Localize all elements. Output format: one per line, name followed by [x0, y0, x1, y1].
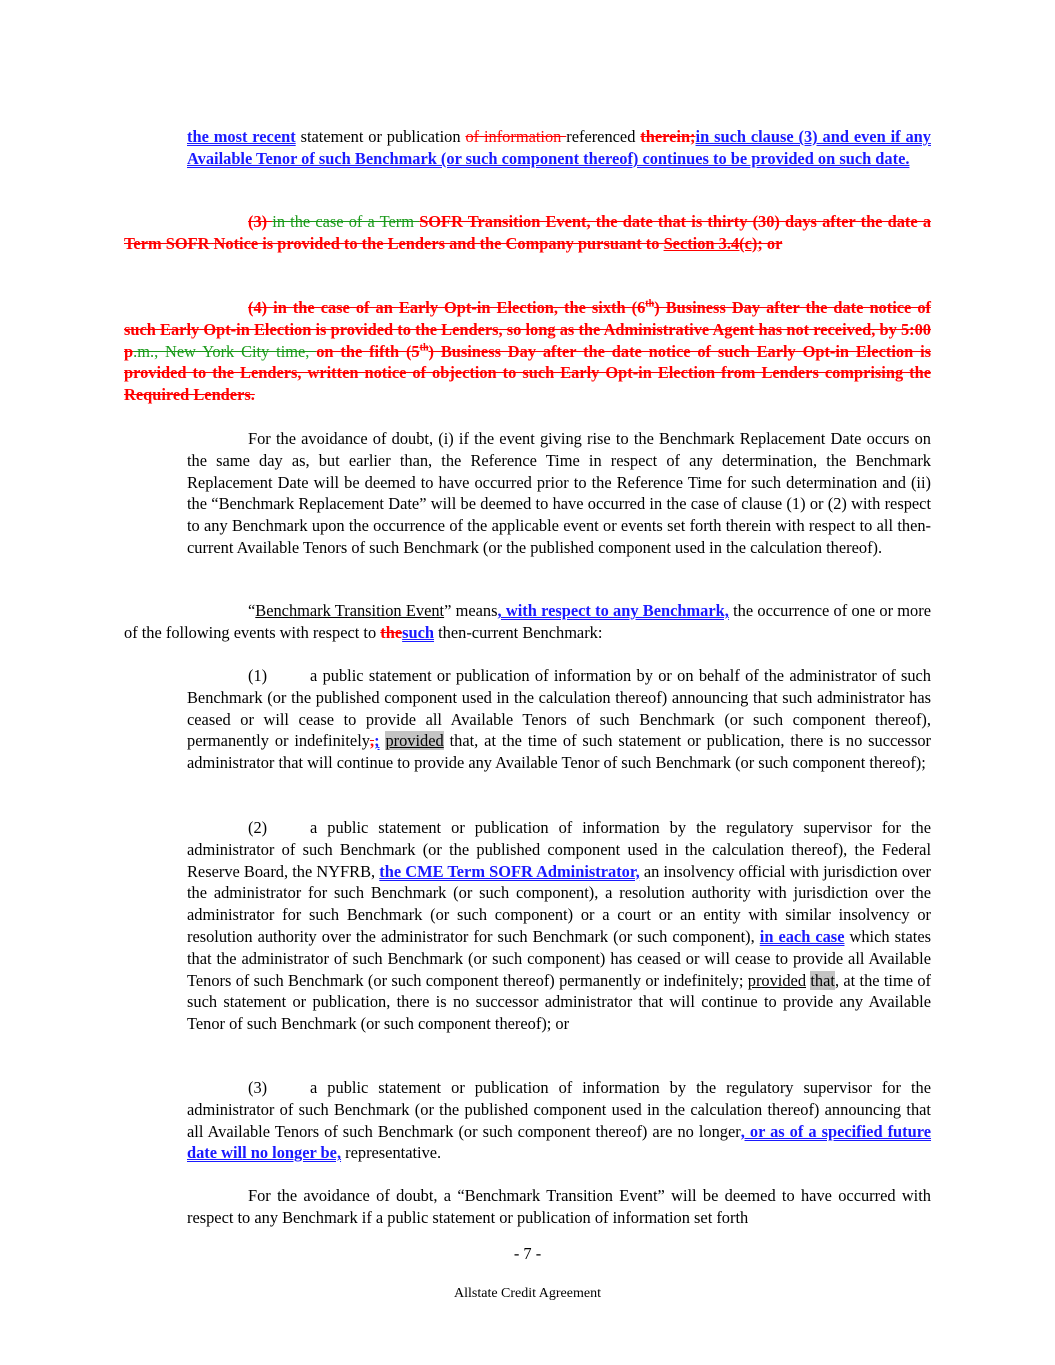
- page-number: - 7 -: [513, 1244, 542, 1263]
- clause-number: (3): [248, 1078, 268, 1097]
- paragraph-clause-4-deleted: (4) in the case of an Early Opt-in Election, the sixth (6th) Business Day after the date notice of such Early Opt-in Election is provided to the Lenders, so long as the Administrative Agent has not received, by 5:00 p.m., New York City time, on the fifth (5th) Business Day after the date notice of such Early Opt-in Election is provided to the Lenders, written notice of objection to such Early Opt-in Election from Lenders comprising the Required Lenders.: [124, 298, 931, 405]
- paragraph-continuation: the most recent statement or publication of information referenced therein;in such clause (3) and even if any Available Tenor of such Benchmark (or such component thereof) continues to be provided on such date.: [187, 127, 931, 168]
- paragraph-event-3: (3) a public statement or publication of information by the regulatory supervisor for the administrator of such Benchmark (or the published component used in the calculation thereof) announcing that all Available Tenors of such Benchmark (or such component thereof) are no longer, or as of a specified future date will no longer be, representative.: [187, 1078, 932, 1163]
- paragraph-avoidance-of-doubt-1: For the avoidance of doubt, (i) if the event giving rise to the Benchmark Replacement Date occurs on the same day as, but earlier than, the Reference Time in respect of any determination, the Benchmark Replacement Date will be deemed to have occurred prior to the Reference Time for such determination and (ii) the “Benchmark Replacement Date” will be deemed to have occurred in the case of clause (1) or (2) with respect to any Benchmark upon the occurrence of the applicable event or events set forth therein with respect to all then-current Available Tenors of such Benchmark (or the published component used in the calculation thereof).: [187, 429, 931, 557]
- paragraph-event-2: (2) a public statement or publication of information by the regulatory supervisor for the administrator of such Benchmark (or the published component used in the calculation thereof), the Federal Reserve Board, the NYFRB, the CME Term SOFR Administrator, an insolvency official with jurisdiction over the administrator for such Benchmark (or such component), a resolution authority with jurisdiction over the administrator for such Benchmark (or such component) or a court or an entity with similar insolvency or resolution authority over the administrator for such Benchmark (or such component), in each case which states that the administrator of such Benchmark (or such component) has ceased or will cease to provide all Available Tenors of such Benchmark (or such component thereof) permanently or indefinitely; provided that, at the time of such statement or publication, there is no successor administrator that will continue to provide any Available Tenor of such Benchmark (or such component thereof); or: [187, 818, 931, 1034]
- clause-number: (2): [248, 818, 268, 837]
- clause-number: (1): [248, 666, 268, 685]
- paragraph-event-1: (1) a public statement or publication of information by or on behalf of the administrator of such Benchmark (or the published component used in the calculation thereof) announcing that such administrator has ceased or will cease to provide all Available Tenors of such Benchmark (or such component thereof), permanently or indefinitely,; provided that, at the time of such statement or publication, there is no successor administrator that will continue to provide any Available Tenor of such Benchmark (or such component thereof);: [187, 666, 931, 773]
- paragraph-benchmark-transition-event-definition: “Benchmark Transition Event” means, with respect to any Benchmark, the occurrence of one or more of the following events with respect to thesuch then-current Benchmark:: [124, 601, 931, 642]
- defined-term: Benchmark Transition Event: [255, 601, 445, 620]
- paragraph-clause-3-deleted: (3) in the case of a Term SOFR Transition Event, the date that is thirty (30) days after the date a Term SOFR Notice is provided to the Lenders and the Company pursuant to Section 3.4(c); or: [124, 212, 932, 253]
- paragraph-avoidance-of-doubt-2: For the avoidance of doubt, a “Benchmark Transition Event” will be deemed to have occurred with respect to any Benchmark if a public statement or publication of information set forth: [187, 1186, 931, 1227]
- document-footer-title: Allstate Credit Agreement: [454, 1286, 601, 1301]
